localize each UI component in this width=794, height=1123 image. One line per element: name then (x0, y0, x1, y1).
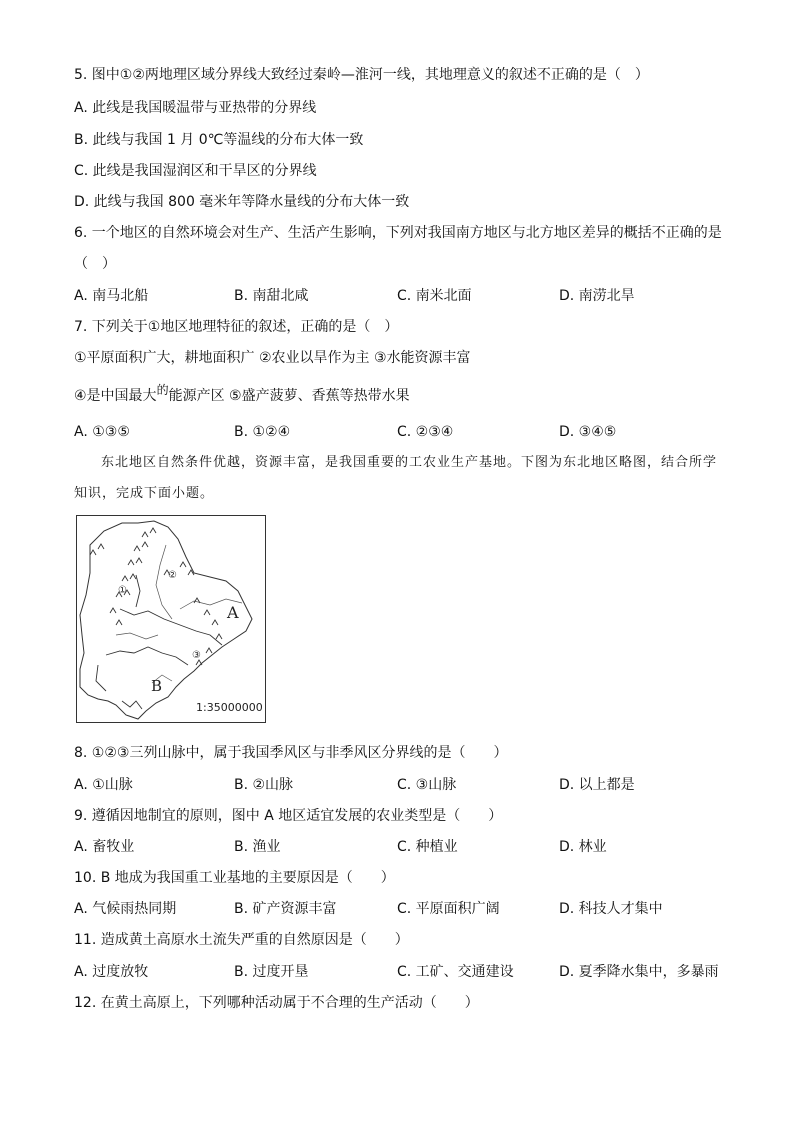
map-mountain-1-marker: ① (118, 585, 127, 596)
q7-statements-2-sup: 的 (156, 383, 169, 397)
map-label-a: A (227, 603, 239, 622)
q11-option-c: C. 工矿、交通建设 (397, 964, 514, 980)
map-mountain-3-marker: ③ (192, 650, 201, 661)
intro-line-1: 东北地区自然条件优越，资源丰富，是我国重要的工农业生产基地。下图为东北地区略图，结合所学 (101, 455, 718, 470)
q6-option-d: D. 南涝北旱 (559, 288, 635, 304)
q11-stem: 11. 造成黄土高原水土流失严重的自然原因是（ ） (74, 932, 409, 948)
q8-option-d: D. 以上都是 (559, 777, 635, 793)
q9-option-c: C. 种植业 (397, 839, 458, 855)
q7-option-a: A. ①③⑤ (74, 424, 130, 440)
q11-option-d: D. 夏季降水集中，多暴雨 (559, 964, 719, 980)
q5-option-d: D. 此线与我国 800 毫米年等降水量线的分布大体一致 (74, 194, 410, 210)
map-label-b: B (151, 677, 163, 695)
q7-option-c: C. ②③④ (397, 424, 454, 440)
q9-option-b: B. 渔业 (234, 839, 281, 855)
q6-stem-cont: （ ） (74, 256, 116, 272)
map-graphic (76, 515, 266, 723)
q5-option-b: B. 此线与我国 1 月 0℃等温线的分布大体一致 (74, 132, 364, 148)
q7-statements-2b: 能源产区 ⑤盛产菠萝、香蕉等热带水果 (168, 388, 410, 404)
q9-option-d: D. 林业 (559, 839, 607, 855)
q11-option-b: B. 过度开垦 (234, 964, 309, 980)
q5-option-a: A. 此线是我国暖温带与亚热带的分界线 (74, 100, 317, 116)
q8-option-b: B. ②山脉 (234, 777, 294, 793)
q8-option-c: C. ③山脉 (397, 777, 457, 793)
q10-option-a: A. 气候雨热同期 (74, 901, 177, 917)
q7-stem: 7. 下列关于①地区地理特征的叙述，正确的是（ ） (74, 319, 399, 335)
q8-option-a: A. ①山脉 (74, 777, 133, 793)
q10-option-b: B. 矿产资源丰富 (234, 901, 337, 917)
q6-stem: 6. 一个地区的自然环境会对生产、生活产生影响，下列对我国南方地区与北方地区差异的概括不正确的是 (74, 225, 722, 241)
q10-option-c: C. 平原面积广阔 (397, 901, 500, 917)
q6-option-a: A. 南马北船 (74, 288, 149, 304)
q10-option-d: D. 科技人才集中 (559, 901, 663, 917)
q9-stem: 9. 遵循因地制宜的原则，图中 A 地区适宜发展的农业类型是（ ） (74, 808, 503, 824)
northeast-china-map (76, 515, 266, 723)
q5-stem: 5. 图中①②两地理区域分界线大致经过秦岭—淮河一线，其地理意义的叙述不正确的是（ ） (74, 67, 649, 83)
q6-option-c: C. 南米北面 (397, 288, 472, 304)
map-mountain-2-marker: ② (168, 570, 177, 581)
q8-stem: 8. ①②③三列山脉中，属于我国季风区与非季风区分界线的是（ ） (74, 745, 508, 761)
q7-option-d: D. ③④⑤ (559, 424, 617, 440)
q12-stem: 12. 在黄土高原上，下列哪种活动属于不合理的生产活动（ ） (74, 995, 479, 1011)
q10-stem: 10. B 地成为我国重工业基地的主要原因是（ ） (74, 870, 395, 886)
intro-line-2: 知识，完成下面小题。 (74, 486, 215, 501)
q7-statements-1: ①平原面积广大，耕地面积广 ②农业以旱作为主 ③水能资源丰富 (74, 350, 471, 366)
q11-option-a: A. 过度放牧 (74, 964, 149, 980)
q6-option-b: B. 南甜北咸 (234, 288, 309, 304)
q7-statements-2a: ④是中国最大 (74, 388, 157, 404)
map-scale: 1:35000000 (196, 701, 263, 714)
q9-option-a: A. 畜牧业 (74, 839, 135, 855)
q5-option-c: C. 此线是我国湿润区和干旱区的分界线 (74, 163, 317, 179)
q7-option-b: B. ①②④ (234, 424, 291, 440)
q7-statements-2 (74, 383, 410, 405)
